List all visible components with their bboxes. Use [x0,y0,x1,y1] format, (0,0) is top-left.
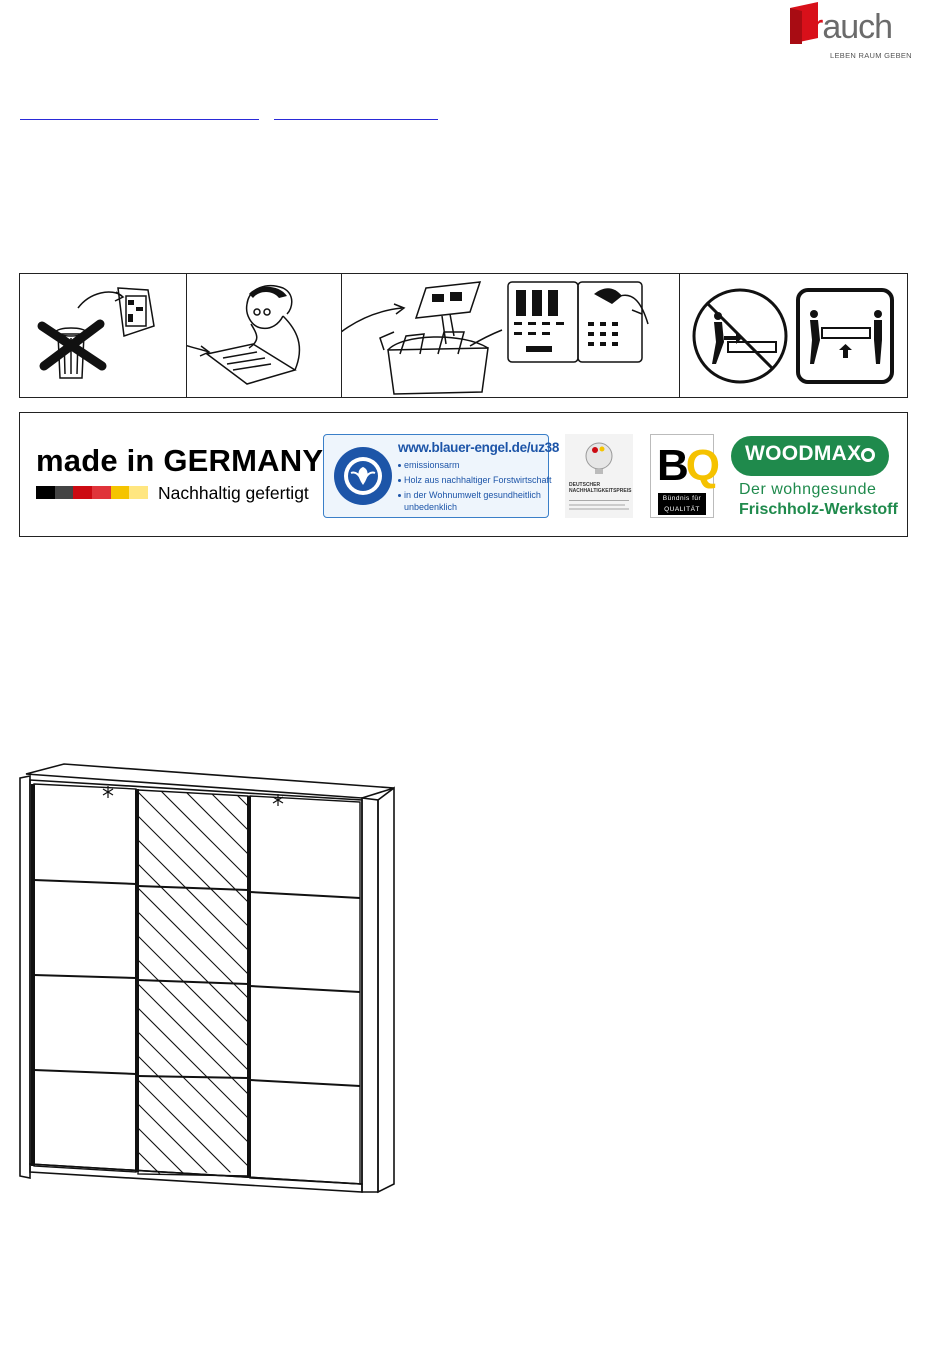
nachhaltigkeitspreis-title-1: DEUTSCHER [569,482,601,488]
buendnis-fuer-qualitaet-badge [650,434,718,518]
rauch-logo [788,2,912,60]
made-in-germany-subtitle: Nachhaltig gefertigt [158,483,309,503]
blauer-engel-seal-icon [332,443,394,509]
woodmax-logo [731,436,889,476]
blauer-engel-item: in der Wohnumwelt gesundheitlich [404,490,541,500]
trophy-icon [585,440,613,476]
picto-cell-transport [680,274,907,397]
blauer-engel-item: Holz aus nachhaltiger Forstwirtschaft [404,475,552,485]
wardrobe-illustration [16,760,400,1200]
made-in-germany-title: made in GERMANY [36,443,324,478]
lift-furniture-icon [680,274,907,397]
bq-line-1: Bündnis für [658,493,706,504]
nachhaltigkeitspreis-title-2: NACHHALTIGKEITSPREIS [569,488,632,494]
keep-instructions-icon [342,274,680,397]
blauer-engel-item: unbedenklich [404,502,458,512]
picto-cell-no-trash [20,274,187,397]
read-instructions-icon [187,274,342,397]
document-link-1[interactable] [20,112,259,120]
logo-tagline: LEBEN RAUM GEBEN [830,51,912,60]
bq-line-2: QUALITÄT [658,504,706,515]
blauer-engel-url: www.blauer-engel.de/uz38 [398,440,560,455]
no-trash-icon [20,274,187,397]
woodmax-name: WOODMAX [745,442,862,465]
instruction-pictograms [19,273,908,398]
blauer-engel-badge [323,434,560,518]
document-link-2[interactable] [274,112,438,120]
certification-strip [19,412,908,537]
picto-cell-read [187,274,342,397]
logo-wordmark: rauch [812,8,893,46]
woodmax-tagline-1: Der wohngesunde [739,481,877,498]
picto-cell-keep [342,274,680,397]
nachhaltigkeitspreis-badge [565,434,633,518]
woodmax-tagline-2: Frischholz-Werkstoff [739,501,898,518]
german-flag-bar [36,486,148,499]
blauer-engel-item: emissionsarm [404,460,460,470]
bq-letters: BQ [657,441,718,490]
